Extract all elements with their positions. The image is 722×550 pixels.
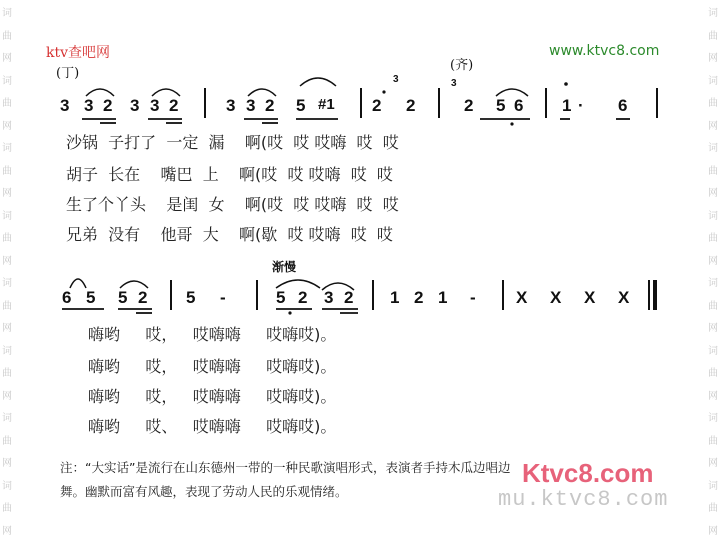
side-watermark-char: 网 <box>708 53 718 64</box>
side-watermark-char: 曲 <box>708 30 718 42</box>
side-watermark-char: 网 <box>2 188 12 199</box>
dash: - <box>470 288 476 307</box>
note: 2 <box>169 96 179 115</box>
side-watermark-char: 网 <box>2 255 12 267</box>
side-watermark-char: 网 <box>708 323 718 334</box>
role-label-qi: (齐) <box>450 58 474 73</box>
side-watermark-char: 词 <box>708 413 718 424</box>
watermark-right: www.ktvc8.com <box>549 43 660 59</box>
note: 1 <box>390 288 400 307</box>
side-watermark-char: 词 <box>708 8 718 19</box>
brand-watermark: Ktvc8.com <box>522 458 654 488</box>
note: 5 <box>296 96 306 115</box>
note: 6 <box>514 96 524 115</box>
note: 3 <box>84 96 94 115</box>
note: 1 <box>438 288 448 307</box>
side-watermark-char: 词 <box>2 413 12 424</box>
side-watermark-char: 词 <box>2 75 12 87</box>
note: 2 <box>138 288 148 307</box>
side-watermark-char: 曲 <box>708 435 718 447</box>
lyric-line: 胡子 长在 嘴巴 上 啊(哎 哎 哎嗨 哎 哎 <box>66 165 393 184</box>
side-watermark-char: 网 <box>708 458 718 469</box>
side-watermark-char: 词 <box>708 143 718 154</box>
tempo-marking: 渐慢 <box>272 260 297 274</box>
grace-note: 3 <box>451 78 457 89</box>
note: 2 <box>103 96 113 115</box>
side-watermark-char: 网 <box>708 390 718 402</box>
note: 2 <box>372 96 382 115</box>
side-watermark-char: 网 <box>708 525 718 537</box>
side-watermark-char: 曲 <box>2 30 12 42</box>
side-watermark-char: 网 <box>2 458 12 469</box>
side-watermark-char: 词 <box>2 8 12 19</box>
side-watermark-char: 词 <box>708 75 718 87</box>
beat-x: X <box>584 288 596 307</box>
lyric-line: 兄弟 没有 他哥 大 啊(歇 哎 哎嗨 哎 哎 <box>66 225 393 244</box>
footnote-line-1: 注：“大实话”是流行在山东德州一带的一种民歌演唱形式，表演者手持木瓜边唱边 <box>60 460 511 475</box>
lyric-line: 沙锅 子打了 一定 漏 啊(哎 哎 哎嗨 哎 哎 <box>66 133 399 152</box>
final-bar-thick <box>653 280 657 310</box>
lyric-line: 嗨哟 哎、 哎嗨嗨 哎嗨哎)。 <box>88 417 337 436</box>
side-watermark-char: 曲 <box>2 233 12 244</box>
beat-x: X <box>516 288 528 307</box>
side-watermark-char: 网 <box>2 390 12 402</box>
note: 5 <box>118 288 128 307</box>
beat-x: X <box>550 288 562 307</box>
side-watermark-char: 词 <box>708 480 718 492</box>
bar-line <box>256 280 258 310</box>
brand-watermark-sub: mu.ktvc8.com <box>498 487 669 512</box>
note: 5 <box>276 288 286 307</box>
bar-line <box>438 88 440 118</box>
side-watermark-char: 词 <box>2 345 12 357</box>
side-watermark-char: 曲 <box>708 368 718 379</box>
side-watermark-char: 曲 <box>708 233 718 244</box>
note: 2 <box>344 288 354 307</box>
side-watermark-char: 曲 <box>708 300 718 312</box>
lyric-line: 嗨哟 哎， 哎嗨嗨 哎嗨哎)。 <box>88 387 337 406</box>
note-sharp: #1 <box>318 96 335 113</box>
bar-line <box>656 88 658 118</box>
side-watermark-char: 词 <box>2 480 12 492</box>
side-watermark-char: 曲 <box>708 503 718 514</box>
watermark-left: ktv查吧网 <box>46 45 111 61</box>
bar-line <box>170 280 172 310</box>
bar-line <box>372 280 374 310</box>
side-watermark-char: 曲 <box>2 368 12 379</box>
side-watermark-char: 曲 <box>2 165 12 177</box>
side-watermark-char: 曲 <box>2 98 12 109</box>
side-watermark-char: 网 <box>708 120 718 132</box>
side-watermark-char: 词 <box>708 210 718 222</box>
grace-note: 3 <box>393 74 399 85</box>
note: 1 <box>562 96 572 115</box>
side-watermark-char: 曲 <box>2 300 12 312</box>
note: 6 <box>618 96 628 115</box>
side-watermark-char: 词 <box>2 143 12 154</box>
note: 5 <box>186 288 196 307</box>
side-watermark-char: 网 <box>2 323 12 334</box>
side-watermark-char: 曲 <box>2 503 12 514</box>
side-watermark-char: 网 <box>708 188 718 199</box>
note: 2 <box>464 96 474 115</box>
note: 3 <box>60 96 70 115</box>
lyric-line: 嗨哟 哎， 哎嗨嗨 哎嗨哎)。 <box>88 357 337 376</box>
bar-line <box>360 88 362 118</box>
side-watermark-char: 曲 <box>708 98 718 109</box>
note: 2 <box>406 96 416 115</box>
side-watermark-char: 曲 <box>2 435 12 447</box>
dot-mark: · <box>578 96 584 115</box>
side-watermark-char: 网 <box>2 53 12 64</box>
side-watermark-char: 词 <box>2 278 12 289</box>
bar-line <box>545 88 547 118</box>
side-watermark-char: 词 <box>708 278 718 289</box>
side-watermark-char: 网 <box>2 120 12 132</box>
footnote-line-2: 舞。幽默而富有风趣，表现了劳动人民的乐观情绪。 <box>60 484 348 499</box>
note: 5 <box>86 288 96 307</box>
side-watermark-char: 网 <box>708 255 718 267</box>
side-watermark-char: 曲 <box>708 165 718 177</box>
note: 3 <box>324 288 334 307</box>
note: 6 <box>62 288 72 307</box>
note: 3 <box>130 96 140 115</box>
dash: - <box>220 288 226 307</box>
final-bar-thin <box>648 280 650 310</box>
side-watermark-char: 网 <box>2 525 12 537</box>
note: 2 <box>414 288 424 307</box>
lyric-line: 生了个丫头 是闺 女 啊(哎 哎 哎嗨 哎 哎 <box>66 195 399 214</box>
lyric-line: 嗨哟 哎， 哎嗨嗨 哎嗨哎)。 <box>88 325 337 344</box>
role-label-ding: (丁) <box>56 66 80 81</box>
beat-x: X <box>618 288 630 307</box>
note: 5 <box>496 96 506 115</box>
bar-line <box>502 280 504 310</box>
note: 2 <box>265 96 275 115</box>
note: 3 <box>226 96 236 115</box>
side-watermark-char: 词 <box>708 345 718 357</box>
note: 3 <box>246 96 256 115</box>
bar-line <box>204 88 206 118</box>
note: 2 <box>298 288 308 307</box>
side-watermark-char: 词 <box>2 210 12 222</box>
note: 3 <box>150 96 160 115</box>
